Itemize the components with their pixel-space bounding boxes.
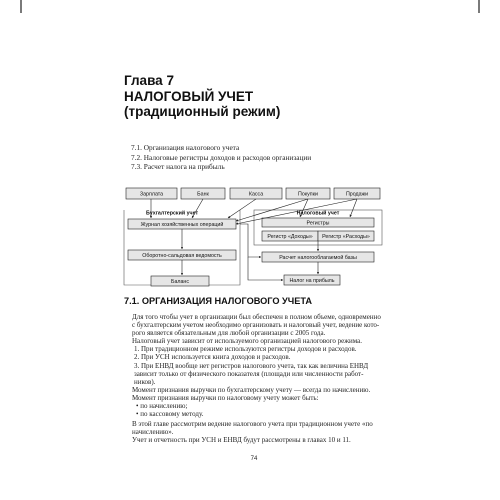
bullet-item: • по кассовому методу.	[136, 410, 204, 419]
expense-register-label: Регистр «Расходы»	[322, 234, 370, 240]
paragraph: Момент признания выручки по бухгалтерскому учету — всегда по начислению.	[132, 385, 371, 394]
section-title: 7.1. ОРГАНИЗАЦИЯ НАЛОГОВОГО УЧЕТА	[124, 296, 313, 306]
accounting-title: Бухгалтерский учет	[146, 210, 199, 217]
toc-item: 7.2. Налоговые регистры доходов и расходов организации	[131, 152, 312, 162]
income-register-label: Регистр «Доходы»	[267, 234, 313, 240]
numbered-item: 1. При традиционном режиме используются регистры доходов и расходов.	[134, 345, 357, 354]
paragraph: Момент признания выручки по налоговому учету может быть:	[132, 393, 319, 402]
registers-label: Регистры	[306, 220, 330, 227]
source-label: Банк	[197, 191, 209, 198]
section-body	[124, 313, 381, 445]
numbered-item	[124, 362, 376, 386]
text-line: 3. При ЕНВД вообще нет регистров налогового учета, так как величина ЕНВД	[134, 361, 369, 370]
bullet-item: • по начислению;	[136, 402, 188, 411]
text-line: Для того чтобы учет в организации был обеспечен в полном объеме, одновременно	[132, 313, 381, 321]
text-line: начислению».	[132, 428, 174, 437]
source-label: Покупки	[298, 191, 318, 198]
text-line: рого является обязательным для любой организации с 2005 года.	[132, 329, 326, 338]
paragraph: Учет и отчетность при УСН и ЕНВД будут рассмотрены в главах 10 и 11.	[132, 436, 351, 445]
text-line: зависит только от физического показателя (площади или численности работ-	[134, 369, 364, 378]
text-line: ников).	[134, 377, 156, 386]
text-line: с бухгалтерским учетом необходимо организовать и налоговый учет, ведение кото-	[132, 321, 380, 330]
source-label: Продажи	[345, 191, 369, 198]
balance-label: Баланс	[170, 279, 190, 285]
tax-base-label: Расчет налогооблагаемой базы	[279, 255, 357, 261]
tax-title: Налоговый учет	[296, 210, 340, 217]
toc-item: 7.3. Расчет налога на прибыль	[131, 162, 225, 172]
paragraph	[124, 420, 376, 436]
toc-item: 7.1. Организация налогового учета	[131, 143, 240, 152]
text-line: В этой главе рассмотрим ведение налогового учета при традиционном учете «по	[132, 420, 373, 429]
paragraph	[124, 313, 381, 338]
turnover-label: Оборотно-сальдовая ведомость	[142, 253, 222, 259]
paragraph: Налоговый учет зависит от используемого организацией налогового режима.	[132, 337, 363, 346]
profit-tax-label: Налог на прибыль	[289, 278, 335, 284]
numbered-item: 2. При УСН используется книга доходов и расходов.	[134, 353, 291, 362]
chapter-number: Глава 7	[124, 73, 174, 88]
page-number: 74	[250, 456, 258, 462]
chapter-subtitle: (традиционный режим)	[124, 104, 281, 119]
source-label: Зарплата	[139, 191, 164, 198]
source-label: Касса	[248, 191, 264, 198]
journal-label: Журнал хозяйственных операций	[140, 222, 224, 228]
chapter-title: НАЛОГОВЫЙ УЧЕТ	[124, 88, 254, 104]
